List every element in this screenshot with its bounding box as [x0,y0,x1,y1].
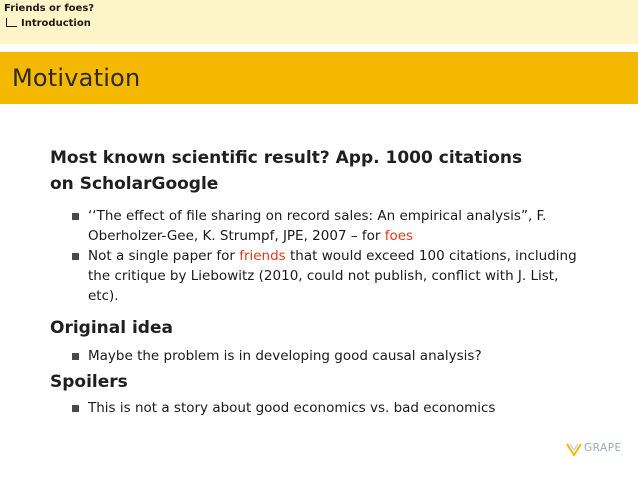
highlight-foes: foes [384,228,414,244]
list-item [72,398,592,418]
header-bar [0,0,638,44]
list-item [72,206,572,246]
list-item-text: This is not a story about good economics vs. bad economics [88,400,496,416]
logo-text: GRAPE [584,442,622,454]
list-item [72,346,592,366]
tree-branch-icon [6,18,17,27]
list-item-text: Not a single paper for friends that would exceed 100 citations, including the critique by Liebowitz (2010, could not publish, conflict with J. List, etc). [88,248,577,304]
bullet-icon [72,253,79,260]
nav-section-link[interactable]: Friends or foes? [4,3,95,14]
list-item [72,246,592,306]
list-item-text: ‘‘The effect of file sharing on record sales: An empirical analysis”, F. Oberholzer-Gee, K. Strumpf, JPE, 2007 – for foes [88,208,547,244]
list-item-text: Maybe the problem is in developing good causal analysis? [88,348,482,364]
grape-logo [566,441,622,455]
highlight-friends: friends [239,248,286,264]
block-heading-original-idea: Original idea [50,318,173,338]
block-heading-spoilers: Spoilers [50,372,128,392]
bullet-icon [72,405,79,412]
nav-subsection-link[interactable] [6,18,91,29]
frame-title: Motivation [12,64,141,92]
nav-subsection-label: Introduction [21,18,91,29]
grape-logo-icon [566,441,582,455]
block-heading-most-known: Most known scientific result? App. 1000 citations on ScholarGoogle [50,148,523,194]
bullet-icon [72,213,79,220]
bullet-icon [72,353,79,360]
